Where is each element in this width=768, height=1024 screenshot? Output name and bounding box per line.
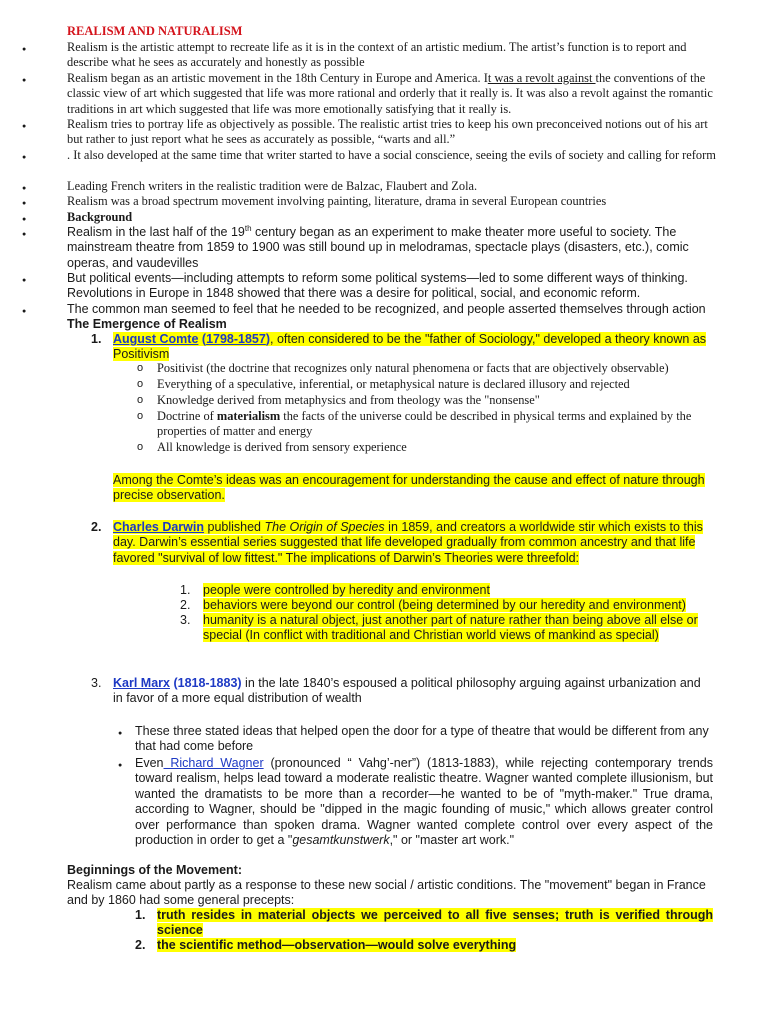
comte-ideas-paragraph: Among the Comte’s ideas was an encouragement for understanding the cause and effect of nature through precise observation.: [113, 473, 705, 503]
list-number: 2.: [180, 598, 191, 612]
list-number: 2.: [91, 520, 102, 534]
list-number: 3.: [180, 613, 191, 627]
bullet-marker: [22, 119, 34, 136]
beginnings-heading: Beginnings of the Movement:: [67, 863, 242, 877]
sub-positivist: Positivist (the doctrine that recognizes only natural phenomena or facts that are objectively observable): [157, 361, 669, 375]
bullet-french-writers: Leading French writers in the realistic tradition were de Balzac, Flaubert and Zola.: [67, 179, 478, 193]
comte-paragraph: August Comte (1798-1857), often considered to be the "father of Sociology," developed a theory known as Positivism: [113, 332, 707, 362]
bullet-social-conscience: . It also developed at the same time that writer started to have a social conscience, seeing the evils of society and calling for reform: [67, 148, 716, 162]
bullet-realism-definition: Realism is the artistic attempt to recreate life as it is in the context of an artistic medium. The artist’s function is to report and describe what he sees as accurately and honestly as possible: [67, 40, 687, 70]
list-number: 1.: [91, 332, 102, 346]
sub-materialism: Doctrine of materialism the facts of the universe could be described in physical terms and explained by the properties of matter and energy: [157, 409, 692, 439]
sub-sensory: All knowledge is derived from sensory experience: [157, 440, 407, 454]
emergence-heading: The Emergence of Realism: [67, 317, 227, 331]
bullet-marker: [22, 42, 34, 59]
beginnings-paragraph: Realism came about partly as a response to these new social / artistic conditions. The "movement" began in France and by 1860 had some general precepts:: [67, 878, 706, 908]
marx-link[interactable]: Karl Marx: [113, 676, 170, 690]
bullet-marker: [22, 227, 34, 244]
bullet-marker: [22, 196, 34, 213]
background-heading: Background: [67, 210, 133, 224]
precept-1: truth resides in material objects we perceived to all five senses; truth is verified through science: [157, 908, 713, 938]
bullet-marker: [118, 726, 122, 743]
three-ideas-bullet: These three stated ideas that helped open the door for a type of theatre that would be different from any that had come before: [135, 724, 709, 754]
marx-paragraph: Karl Marx (1818-1883) in the late 1840’s espoused a political philosophy arguing against urbanization and in favor of a more equal distribution of wealth: [113, 676, 701, 706]
sub-speculative: Everything of a speculative, inferential, or metaphysical nature is declared illusory and rejected: [157, 377, 630, 391]
circle-bullet: o: [137, 441, 144, 453]
wagner-link[interactable]: Richard Wagner: [163, 756, 264, 770]
darwin-paragraph: Charles Darwin published The Origin of Species in 1859, and creators a worldwide stir which exists to this day. Darwin’s essential series suggested that life developed gradually from common ancestry and that life favored "survival of low fittest." The implications of Darwin’s Theories were threefold:: [113, 520, 703, 565]
circle-bullet: o: [137, 410, 144, 422]
circle-bullet: o: [137, 394, 144, 406]
bullet-19th-century: Realism in the last half of the 19th century began as an experiment to make theater more useful to society. The mainstream theatre from 1859 to 1900 was still bound up in melodramas, spectacle plays (disasters, etc.), comic operas, and vaudevilles: [67, 223, 689, 270]
list-number: 1.: [180, 583, 191, 597]
bullet-political-events: But political events—including attempts to reform some political systems—led to some different ways of thinking. Revolutions in Europe in 1848 showed that there was a desire for political, social, and economic reform.: [67, 271, 688, 301]
list-number: 2.: [135, 938, 146, 952]
bullet-objectivity: Realism tries to portray life as objectively as possible. The realistic artist tries to keep his own preconceived notions out of his art but rather to just report what he sees as accurately as possible, “warts and all.”: [67, 117, 708, 147]
list-number: 1.: [135, 908, 146, 922]
bullet-common-man: The common man seemed to feel that he needed to be recognized, and people asserted themselves through action: [67, 302, 706, 316]
wagner-bullet: Even Richard Wagner (pronounced “ Vahg’-ner”) (1813-1883), while rejecting contemporary trends toward realism, helps lead toward a moderate realistic theatre. Wagner wanted complete illusionism, but wanted the dramatists to be more than a recorder—he wanted to be of "myth-maker." True drama, according to Wagner, should be "dipped in the magic founding of music," which allows greater control over performance than spoken drama. Wagner wanted complete control over every aspect of the production in order to get a "gesamtkunstwerk," or "master art work.": [135, 756, 713, 848]
list-number: 3.: [91, 676, 102, 690]
bullet-marker: [22, 73, 34, 90]
bullet-marker: [22, 304, 34, 321]
darwin-link[interactable]: Charles Darwin: [113, 520, 205, 534]
circle-bullet: o: [137, 362, 144, 374]
bullet-marker: [118, 758, 122, 775]
bullet-marker: [22, 273, 34, 290]
implication-1: people were controlled by heredity and environment: [203, 583, 490, 597]
comte-link[interactable]: August Comte: [113, 332, 199, 346]
bullet-marker: [22, 150, 34, 167]
bullet-broad-spectrum: Realism was a broad spectrum movement involving painting, literature, drama in several European countries: [67, 194, 607, 208]
precept-2: the scientific method—observation—would solve everything: [157, 938, 517, 952]
circle-bullet: o: [137, 378, 144, 390]
implication-3: humanity is a natural object, just another part of nature rather than being above all else or special (In conflict with traditional and Christian world views of mankind as special): [203, 613, 698, 643]
bullet-realism-origin: Realism began as an artistic movement in the 18th Century in Europe and America. It was a revolt against the conventions of the classic view of art which suggested that life was more rational and orderly that it really is. It was also a revolt against the romantic traditions in art which suggested that life was more emotionally satisfying that it really is.: [67, 71, 713, 116]
implication-2: behaviors were beyond our control (being determined by our heredity and environment): [203, 598, 686, 612]
document-title: REALISM AND NATURALISM: [67, 24, 243, 38]
sub-knowledge-metaphysics: Knowledge derived from metaphysics and from theology was the "nonsense": [157, 393, 540, 407]
